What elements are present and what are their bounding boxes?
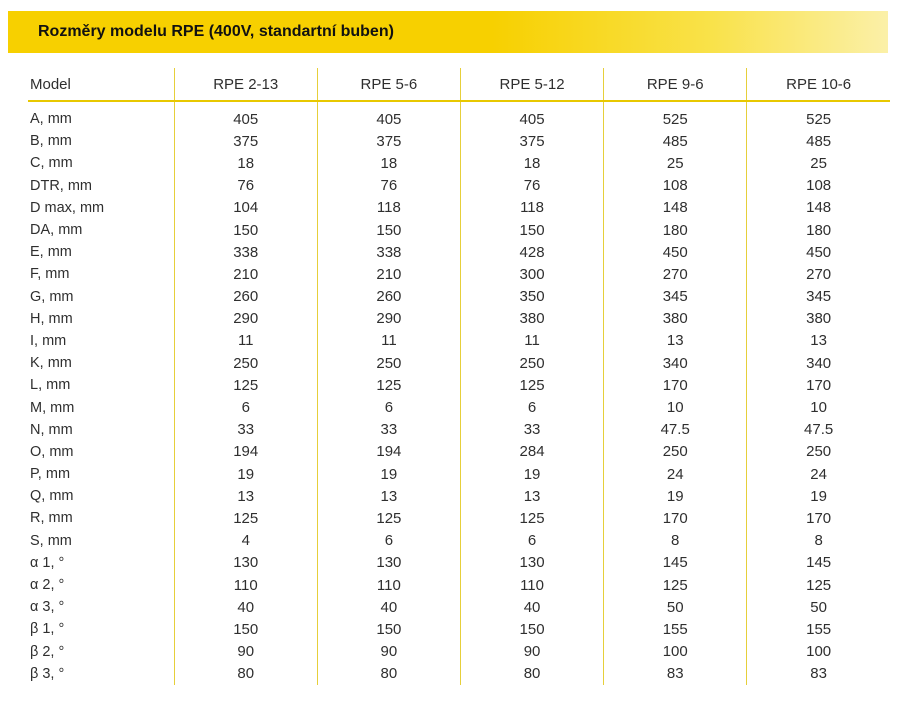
table-cell: 19 [460, 463, 603, 485]
table-body [28, 101, 890, 685]
table-row [28, 530, 890, 552]
table-cell: 350 [460, 286, 603, 308]
column-header: RPE 9-6 [604, 68, 747, 101]
dimensions-table-container [28, 68, 890, 685]
column-header: RPE 5-12 [460, 68, 603, 101]
table-cell: 40 [174, 596, 317, 618]
row-label: α 2, ° [30, 577, 65, 594]
table-cell: 125 [174, 507, 317, 529]
table-cell: 76 [174, 175, 317, 197]
table-cell: 130 [317, 552, 460, 574]
column-header: RPE 2-13 [174, 68, 317, 101]
table-cell: 194 [174, 441, 317, 463]
table-row [28, 308, 890, 330]
table-cell: 13 [317, 485, 460, 507]
table-row [28, 374, 890, 396]
table-row [28, 241, 890, 263]
row-label: S, mm [30, 532, 72, 549]
table-cell: 375 [460, 130, 603, 152]
table-cell: 380 [604, 308, 747, 330]
table-cell: 108 [604, 175, 747, 197]
table-cell: 250 [747, 441, 890, 463]
table-cell: 13 [174, 485, 317, 507]
table-cell: 125 [604, 574, 747, 596]
table-header-row [28, 68, 890, 101]
table-cell: 284 [460, 441, 603, 463]
row-label: β 1, ° [30, 621, 65, 638]
table-cell: 18 [174, 152, 317, 174]
table-cell: 90 [174, 641, 317, 663]
row-label: Q, mm [30, 488, 74, 505]
table-cell: 76 [460, 175, 603, 197]
table-cell: 80 [317, 663, 460, 685]
table-cell: 155 [604, 618, 747, 640]
table-cell: 25 [604, 152, 747, 174]
table-cell: 180 [604, 219, 747, 241]
table-cell: 340 [747, 352, 890, 374]
table-row [28, 286, 890, 308]
table-cell: 6 [460, 396, 603, 418]
page-title: Rozměry modelu RPE (400V, standartní buben) [38, 23, 394, 40]
table-cell: 170 [747, 374, 890, 396]
table-cell: 125 [317, 374, 460, 396]
row-label: L, mm [30, 377, 71, 394]
table-cell: 50 [747, 596, 890, 618]
table-cell: 6 [317, 530, 460, 552]
table-row [28, 618, 890, 640]
table-cell: 104 [174, 197, 317, 219]
table-cell: 338 [317, 241, 460, 263]
table-cell: 125 [747, 574, 890, 596]
table-cell: 130 [460, 552, 603, 574]
table-cell: 8 [747, 530, 890, 552]
table-row [28, 574, 890, 596]
table-row [28, 552, 890, 574]
row-label: H, mm [30, 310, 73, 327]
row-label: D max, mm [30, 199, 105, 216]
table-cell: 145 [747, 552, 890, 574]
table-cell: 150 [174, 219, 317, 241]
table-cell: 485 [604, 130, 747, 152]
table-cell: 250 [604, 441, 747, 463]
table-cell: 170 [604, 507, 747, 529]
table-cell: 19 [604, 485, 747, 507]
column-header: RPE 10-6 [747, 68, 890, 101]
table-cell: 80 [174, 663, 317, 685]
table-cell: 150 [317, 219, 460, 241]
table-cell: 47.5 [747, 419, 890, 441]
table-cell: 125 [460, 507, 603, 529]
table-cell: 405 [460, 101, 603, 130]
row-label: K, mm [30, 355, 72, 372]
table-cell: 100 [747, 641, 890, 663]
table-cell: 170 [747, 507, 890, 529]
table-cell: 270 [604, 263, 747, 285]
table-cell: 19 [317, 463, 460, 485]
table-cell: 83 [747, 663, 890, 685]
table-cell: 180 [747, 219, 890, 241]
table-cell: 11 [317, 330, 460, 352]
table-cell: 375 [317, 130, 460, 152]
table-cell: 300 [460, 263, 603, 285]
table-cell: 270 [747, 263, 890, 285]
table-cell: 338 [174, 241, 317, 263]
table-row [28, 175, 890, 197]
table-row [28, 101, 890, 130]
table-cell: 8 [604, 530, 747, 552]
table-cell: 290 [317, 308, 460, 330]
table-cell: 24 [604, 463, 747, 485]
table-cell: 405 [174, 101, 317, 130]
table-cell: 4 [174, 530, 317, 552]
table-cell: 150 [174, 618, 317, 640]
table-cell: 90 [317, 641, 460, 663]
table-cell: 260 [317, 286, 460, 308]
table-cell: 345 [604, 286, 747, 308]
table-cell: 150 [460, 219, 603, 241]
table-row [28, 441, 890, 463]
table-cell: 33 [317, 419, 460, 441]
table-cell: 250 [460, 352, 603, 374]
row-label: B, mm [30, 133, 72, 150]
row-label: α 3, ° [30, 599, 65, 616]
table-cell: 80 [460, 663, 603, 685]
table-cell: 90 [460, 641, 603, 663]
table-cell: 250 [317, 352, 460, 374]
table-cell: 125 [174, 374, 317, 396]
table-cell: 170 [604, 374, 747, 396]
table-row [28, 263, 890, 285]
table-cell: 345 [747, 286, 890, 308]
column-header: RPE 5-6 [317, 68, 460, 101]
table-cell: 83 [604, 663, 747, 685]
table-cell: 40 [317, 596, 460, 618]
table-row [28, 130, 890, 152]
row-label: A, mm [30, 111, 72, 128]
table-cell: 13 [747, 330, 890, 352]
table-cell: 250 [174, 352, 317, 374]
table-cell: 13 [460, 485, 603, 507]
row-label: N, mm [30, 421, 73, 438]
table-row [28, 485, 890, 507]
table-cell: 18 [317, 152, 460, 174]
table-cell: 10 [747, 396, 890, 418]
table-row [28, 463, 890, 485]
table-cell: 130 [174, 552, 317, 574]
table-cell: 13 [604, 330, 747, 352]
table-row [28, 330, 890, 352]
table-cell: 6 [174, 396, 317, 418]
table-row [28, 663, 890, 685]
table-cell: 50 [604, 596, 747, 618]
table-cell: 25 [747, 152, 890, 174]
table-cell: 150 [317, 618, 460, 640]
table-cell: 375 [174, 130, 317, 152]
table-cell: 210 [317, 263, 460, 285]
table-cell: 260 [174, 286, 317, 308]
row-label: E, mm [30, 244, 72, 261]
table-cell: 340 [604, 352, 747, 374]
table-cell: 525 [604, 101, 747, 130]
table-row [28, 396, 890, 418]
table-cell: 155 [747, 618, 890, 640]
table-cell: 18 [460, 152, 603, 174]
table-cell: 10 [604, 396, 747, 418]
table-cell: 33 [174, 419, 317, 441]
row-label: F, mm [30, 266, 70, 283]
table-cell: 194 [317, 441, 460, 463]
row-label: P, mm [30, 466, 71, 483]
row-label: β 2, ° [30, 643, 65, 660]
table-row [28, 352, 890, 374]
table-row [28, 507, 890, 529]
table-cell: 450 [747, 241, 890, 263]
table-cell: 19 [747, 485, 890, 507]
table-cell: 380 [747, 308, 890, 330]
table-cell: 145 [604, 552, 747, 574]
table-cell: 6 [460, 530, 603, 552]
row-label: I, mm [30, 332, 67, 349]
table-cell: 110 [317, 574, 460, 596]
table-cell: 24 [747, 463, 890, 485]
table-cell: 6 [317, 396, 460, 418]
table-cell: 405 [317, 101, 460, 130]
table-cell: 150 [460, 618, 603, 640]
table-cell: 100 [604, 641, 747, 663]
column-header-model: Model [28, 68, 174, 101]
table-cell: 380 [460, 308, 603, 330]
row-label: DTR, mm [30, 177, 93, 194]
table-cell: 125 [460, 374, 603, 396]
dimensions-table [28, 68, 890, 685]
table-cell: 110 [460, 574, 603, 596]
row-label: β 3, ° [30, 665, 65, 682]
table-cell: 11 [174, 330, 317, 352]
table-cell: 210 [174, 263, 317, 285]
table-row [28, 152, 890, 174]
row-label: α 1, ° [30, 554, 65, 571]
table-cell: 450 [604, 241, 747, 263]
table-row [28, 219, 890, 241]
table-cell: 125 [317, 507, 460, 529]
table-row [28, 596, 890, 618]
row-label: DA, mm [30, 222, 83, 239]
row-label: R, mm [30, 510, 73, 527]
row-label: G, mm [30, 288, 74, 305]
table-cell: 33 [460, 419, 603, 441]
table-row [28, 641, 890, 663]
row-label: O, mm [30, 443, 74, 460]
table-cell: 40 [460, 596, 603, 618]
table-cell: 47.5 [604, 419, 747, 441]
table-cell: 108 [747, 175, 890, 197]
table-cell: 525 [747, 101, 890, 130]
table-row [28, 197, 890, 219]
table-cell: 118 [317, 197, 460, 219]
row-label: C, mm [30, 155, 73, 172]
row-label: M, mm [30, 399, 75, 416]
table-cell: 76 [317, 175, 460, 197]
table-cell: 19 [174, 463, 317, 485]
table-cell: 428 [460, 241, 603, 263]
table-cell: 485 [747, 130, 890, 152]
table-cell: 148 [604, 197, 747, 219]
table-cell: 118 [460, 197, 603, 219]
table-cell: 110 [174, 574, 317, 596]
table-cell: 290 [174, 308, 317, 330]
table-row [28, 419, 890, 441]
table-cell: 11 [460, 330, 603, 352]
table-cell: 148 [747, 197, 890, 219]
